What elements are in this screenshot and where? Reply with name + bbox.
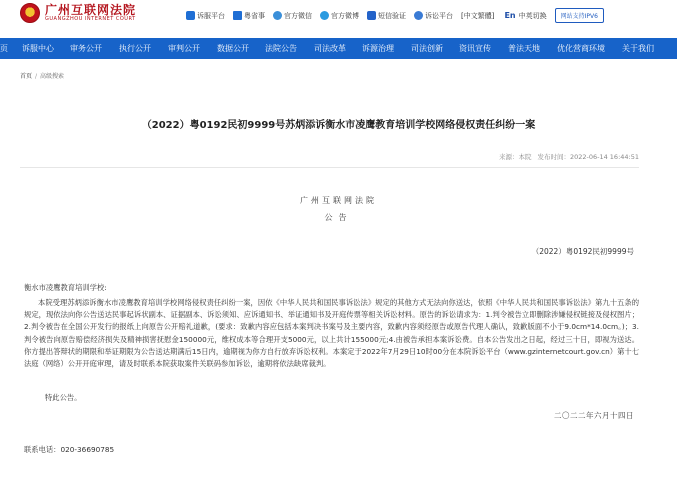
app-grid-icon [233, 11, 242, 20]
article-meta [493, 152, 639, 161]
nav-item-judicial-reform[interactable]: 司法改革 [314, 44, 346, 53]
top-header [0, 0, 677, 30]
breadcrumb-separator: / [35, 73, 38, 80]
language-switch-link[interactable]: 中英切换 [518, 11, 547, 20]
nav-item-execution[interactable]: 执行公开 [119, 44, 151, 53]
main-nav [0, 38, 677, 59]
toplink-sms[interactable]: 短信验证 [367, 11, 406, 21]
traditional-chinese-link[interactable]: [中文繁體] [461, 11, 495, 20]
nav-item-business-environment[interactable]: 优化营商环境 [557, 44, 605, 53]
nav-item-trial-open[interactable]: 审判公开 [168, 44, 200, 53]
court-name: 广州互联网法院 [300, 196, 377, 205]
toplink-wechat[interactable]: 官方微信 [273, 11, 312, 21]
wechat-icon [273, 11, 282, 20]
title-divider [20, 167, 639, 168]
nav-item-legal-education[interactable]: 普法天地 [508, 44, 540, 53]
breadcrumb-current[interactable]: 高级搜索 [40, 73, 65, 80]
toplink-yueshengshi[interactable]: 粤省事 [233, 11, 265, 21]
toplink-platform[interactable]: 诉讼平台 [414, 11, 453, 21]
breadcrumb [20, 71, 64, 80]
nav-item-news[interactable]: 资讯宣传 [459, 44, 491, 53]
notice-body: 本院受理苏炳添诉衡水市凌鹰教育培训学校网络侵权责任纠纷一案，因依《中华人民共和国民事诉讼法》规定的其他方式无法向你送达，依照《中华人民共和国民事诉讼法》第九十五条的规定，现依法向你公告送达民事起诉状副本、证据副本、诉讼须知、应诉通知书、举证通知书及开庭传票等相关诉讼材料。原告的诉讼请求为：1.判令被告立即删除涉嫌侵权链接及侵权图片；2.判令被告在全国公开发行的报纸上向原告公开赔礼道歉，(要求：致歉内容应包括本案判决书案号及主要内容，致歉内容须经原告或原告代理人确认，致歉版面不小于9.0cm*14.0cm。)；3.判令被告向原告赔偿经济损失及精神损害抚慰金150000元，维权成本等合理开支5000元，以上共计155000元;4.由被告承担本案诉讼费。自本公告发出之日起，经过三十日，即视为送达。你方提出答辩状的期限和举证期限为公告送达期满后15日内，逾期视为你方自行放弃诉讼权利。本案定于2022年7月29日10时00分在本院诉讼平台（www.gzinternetcourt.gov.cn）第十七法庭（网络）公开开庭审理，请及时联系本院获取案件关联码参加诉讼，逾期将依法缺席裁判。 [24, 298, 639, 369]
nav-item-service-center[interactable]: 诉服中心 [22, 44, 54, 53]
notice-closing: 特此公告。 [45, 393, 82, 402]
litigation-service-icon [186, 11, 195, 20]
english-link[interactable]: En [504, 11, 516, 20]
weibo-icon [320, 11, 329, 20]
court-emblem-icon [20, 3, 40, 23]
top-links [186, 8, 604, 23]
article-source: 来源：本院 [498, 153, 532, 161]
toplink-weibo[interactable]: 官方微博 [320, 11, 359, 21]
logo-subtitle: GUANGZHOU INTERNET COURT [45, 16, 136, 22]
nav-item-data-open[interactable]: 数据公开 [217, 44, 249, 53]
case-number: （2022）粤0192民初9999号 [531, 247, 634, 256]
breadcrumb-home[interactable]: 首页 [20, 73, 33, 80]
nav-item-home[interactable]: 页 [0, 44, 8, 53]
court-logo[interactable] [20, 3, 136, 23]
nav-item-judicial-innovation[interactable]: 司法创新 [411, 44, 443, 53]
nav-item-announcements[interactable]: 法院公告 [265, 44, 297, 53]
notice-date: 二〇二二年六月十四日 [554, 411, 634, 420]
contact-phone: 联系电话：020-36690785 [24, 445, 115, 454]
page-title: （2022）粤0192民初9999号苏炳添诉衡水市凌鹰教育培训学校网络侵权责任纠纷一案 [141, 120, 536, 131]
article-published-time: 发布时间：2022-06-14 16:44:51 [537, 153, 639, 161]
nav-item-trial-affairs[interactable]: 审务公开 [70, 44, 102, 53]
addressee: 衡水市凌鹰教育培训学校: [24, 283, 107, 292]
toplink-litigation-service[interactable]: 诉服平台 [186, 11, 225, 21]
nav-item-source-governance[interactable]: 诉源治理 [362, 44, 394, 53]
ipv6-badge[interactable]: 网站支持IPV6 [555, 8, 604, 23]
nav-item-about-us[interactable]: 关于我们 [622, 44, 654, 53]
logo-title: 广州互联网法院 [45, 3, 137, 17]
platform-icon [414, 11, 423, 20]
sms-icon [367, 11, 376, 20]
notice-heading: 公告 [324, 213, 353, 222]
